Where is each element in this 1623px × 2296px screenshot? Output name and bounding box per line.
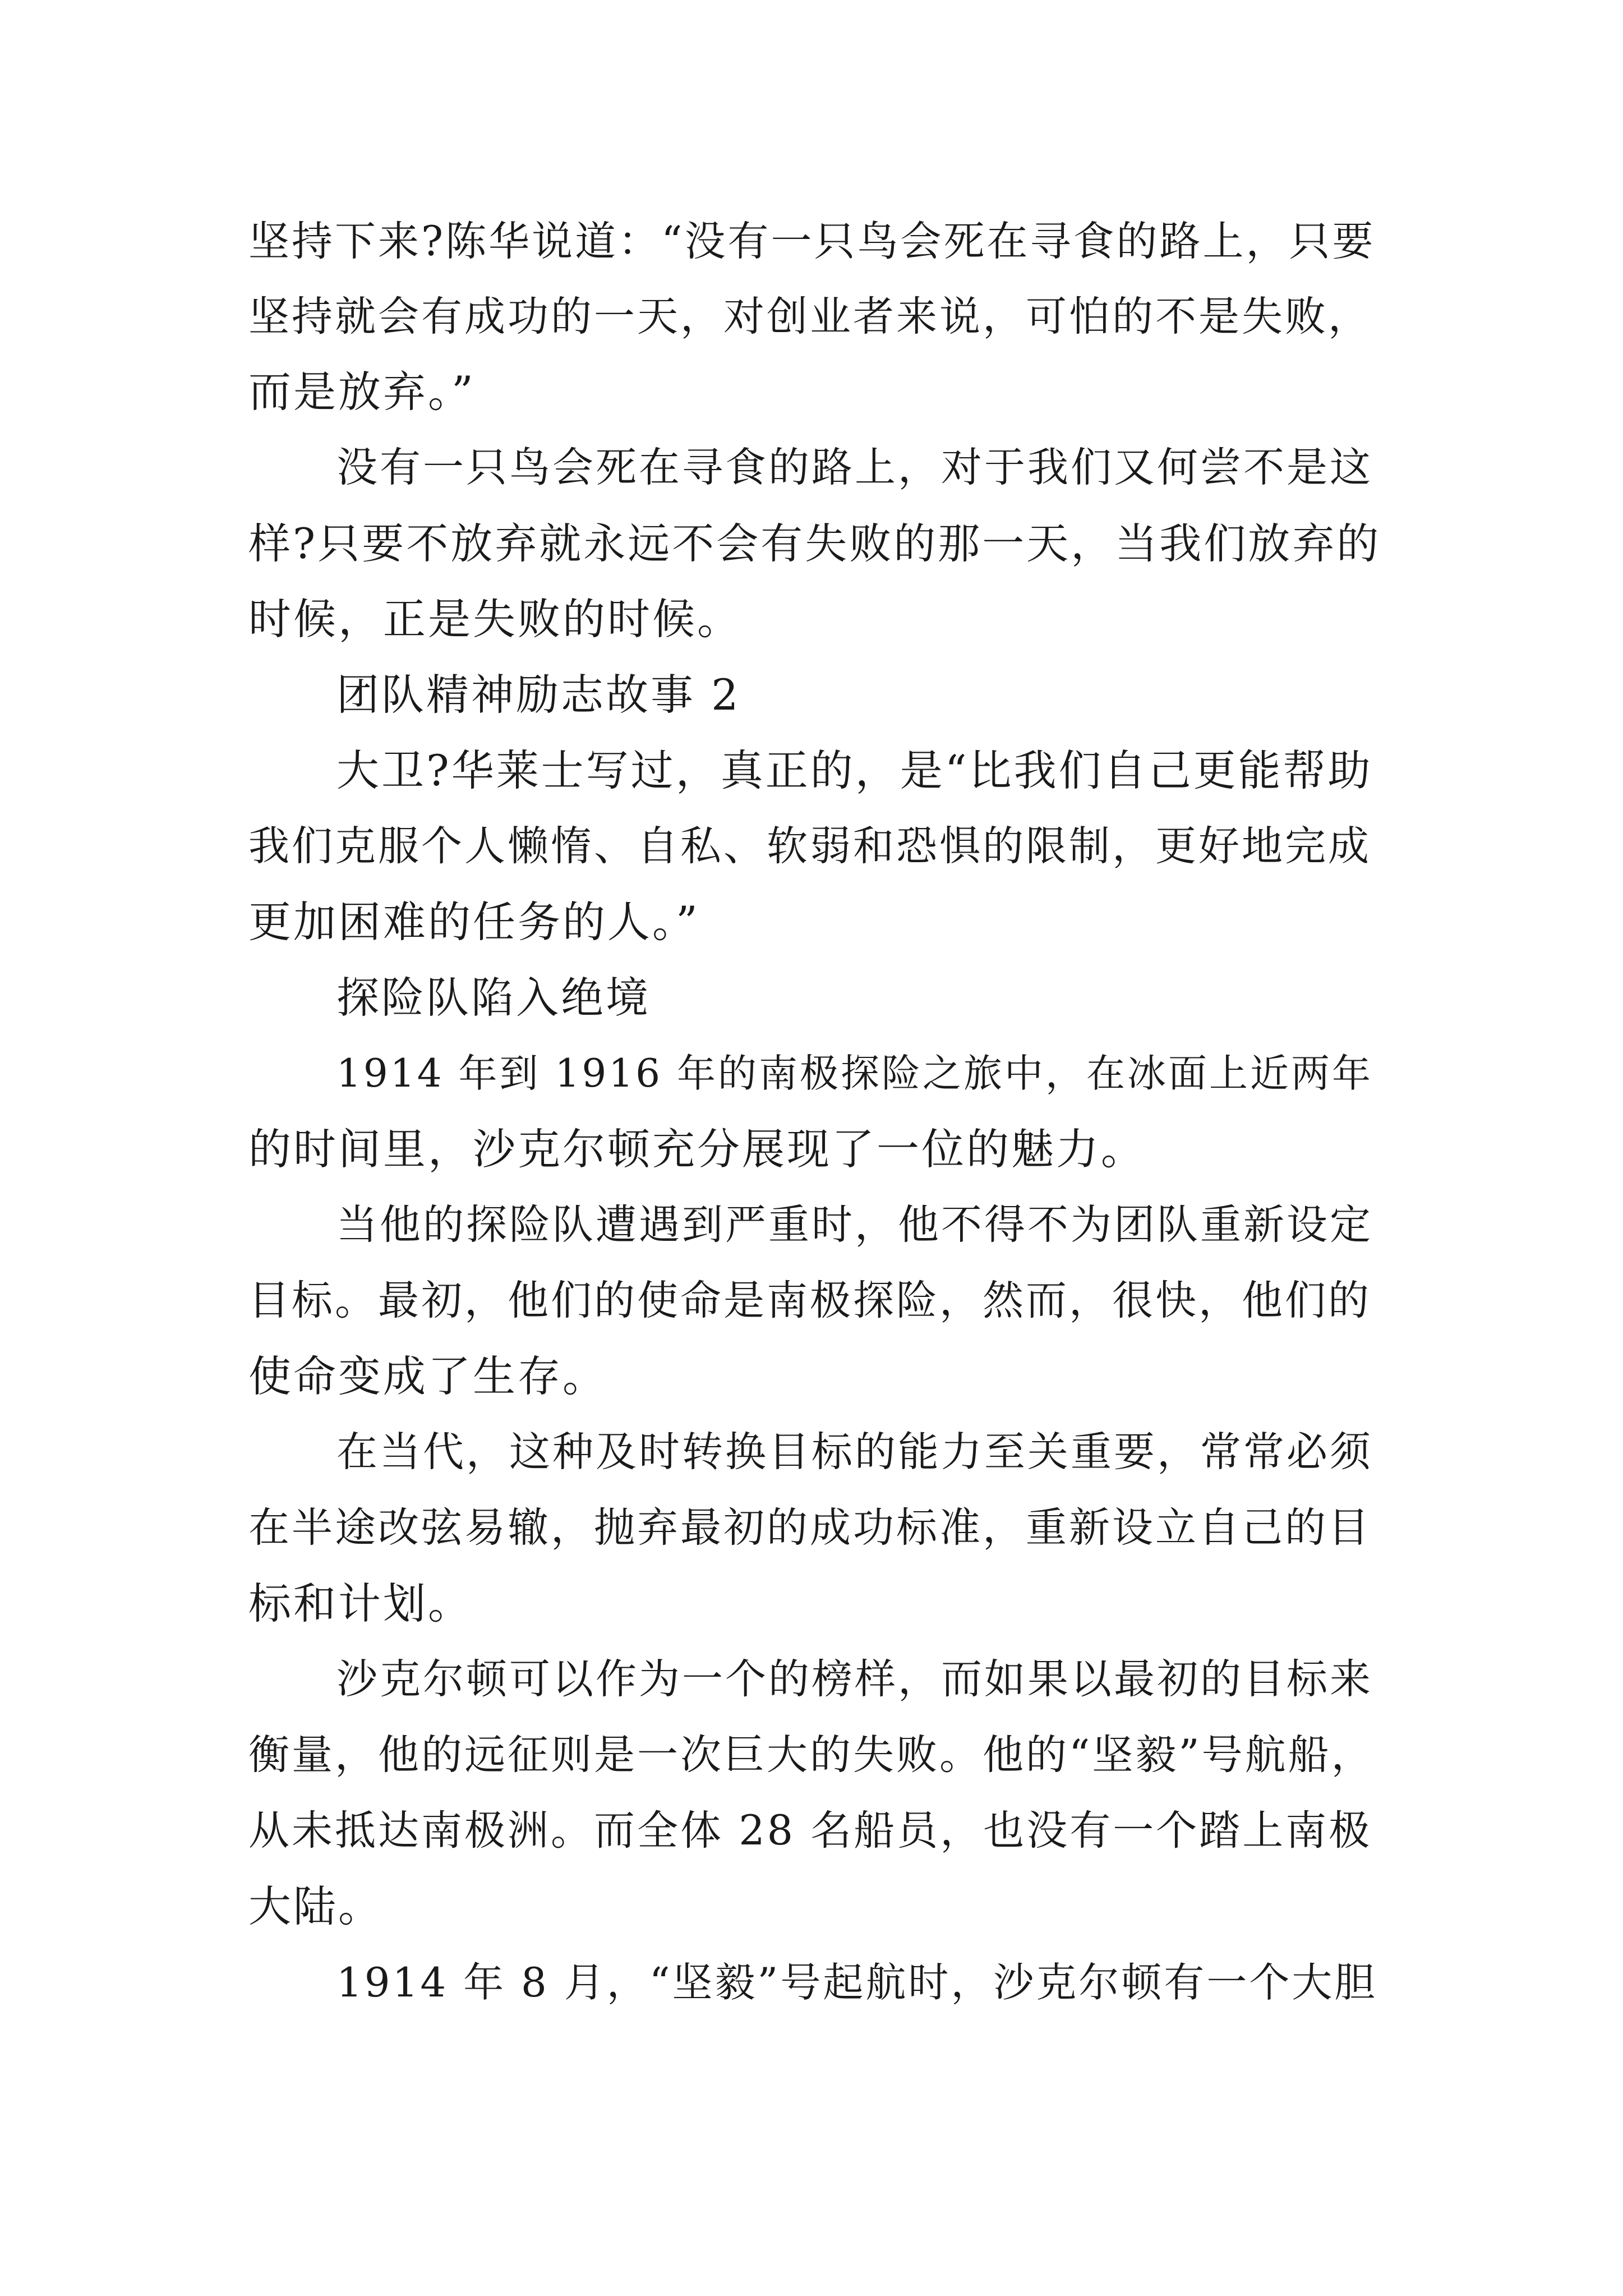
paragraph-first-line: 1914 年 8 月，“坚毅”号起航时，沙克尔顿有一个大胆 xyxy=(336,1959,1377,2006)
text-line: 的时间里，沙克尔顿充分展现了一位的魅力。 xyxy=(248,1124,1146,1174)
text-line: 使命变成了生存。 xyxy=(248,1351,607,1401)
text-line: 时候，正是失败的时候。 xyxy=(248,594,742,644)
text-line: 坚持下来?陈华说道：“没有一只鸟会死在寻食的路上，只要 xyxy=(248,218,1376,265)
section-heading: 团队精神励志故事 2 xyxy=(336,670,741,720)
paragraph-first-line: 在当代，这种及时转换目标的能力至关重要，常常必须 xyxy=(336,1428,1373,1476)
text-line: 从未抵达南极洲。而全体 28 名船员，也没有一个踏上南极 xyxy=(248,1807,1372,1855)
text-line: 在半途改弦易辙，抛弃最初的成功标准，重新设立自己的目 xyxy=(248,1504,1371,1552)
text-line: 更加困难的任务的人。” xyxy=(248,897,700,947)
text-line: 样?只要不放弃就永远不会有失败的那一天，当我们放弃的 xyxy=(248,519,1381,568)
paragraph-first-line: 当他的探险队遭遇到严重时，他不得不为团队重新设定 xyxy=(336,1201,1373,1249)
text-line: 目标。最初，他们的使命是南极探险，然而，很快，他们的 xyxy=(248,1277,1371,1324)
text-line: 标和计划。 xyxy=(248,1579,473,1628)
text-line: 而是放弃。” xyxy=(248,367,476,417)
text-line: 大陆。 xyxy=(248,1881,383,1931)
paragraph-first-line: 1914 年到 1916 年的南极探险之旅中，在冰面上近两年 xyxy=(336,1051,1373,1096)
text-line: 我们克服个人懒惰、自私、软弱和恐惧的限制，更好地完成 xyxy=(248,822,1371,870)
subheading: 探险队陷入绝境 xyxy=(336,973,651,1023)
text-line: 衡量，他的远征则是一次巨大的失败。他的“坚毅”号航船， xyxy=(248,1731,1375,1779)
text-line: 坚持就会有成功的一天，对创业者来说，可怕的不是失败， xyxy=(248,293,1371,341)
paragraph-first-line: 没有一只鸟会死在寻食的路上，对于我们又何尝不是这 xyxy=(336,444,1373,491)
paragraph-first-line: 大卫?华莱士写过，真正的，是“比我们自己更能帮助 xyxy=(336,746,1373,795)
paragraph-first-line: 沙克尔顿可以作为一个的榜样，而如果以最初的目标来 xyxy=(336,1655,1373,1703)
